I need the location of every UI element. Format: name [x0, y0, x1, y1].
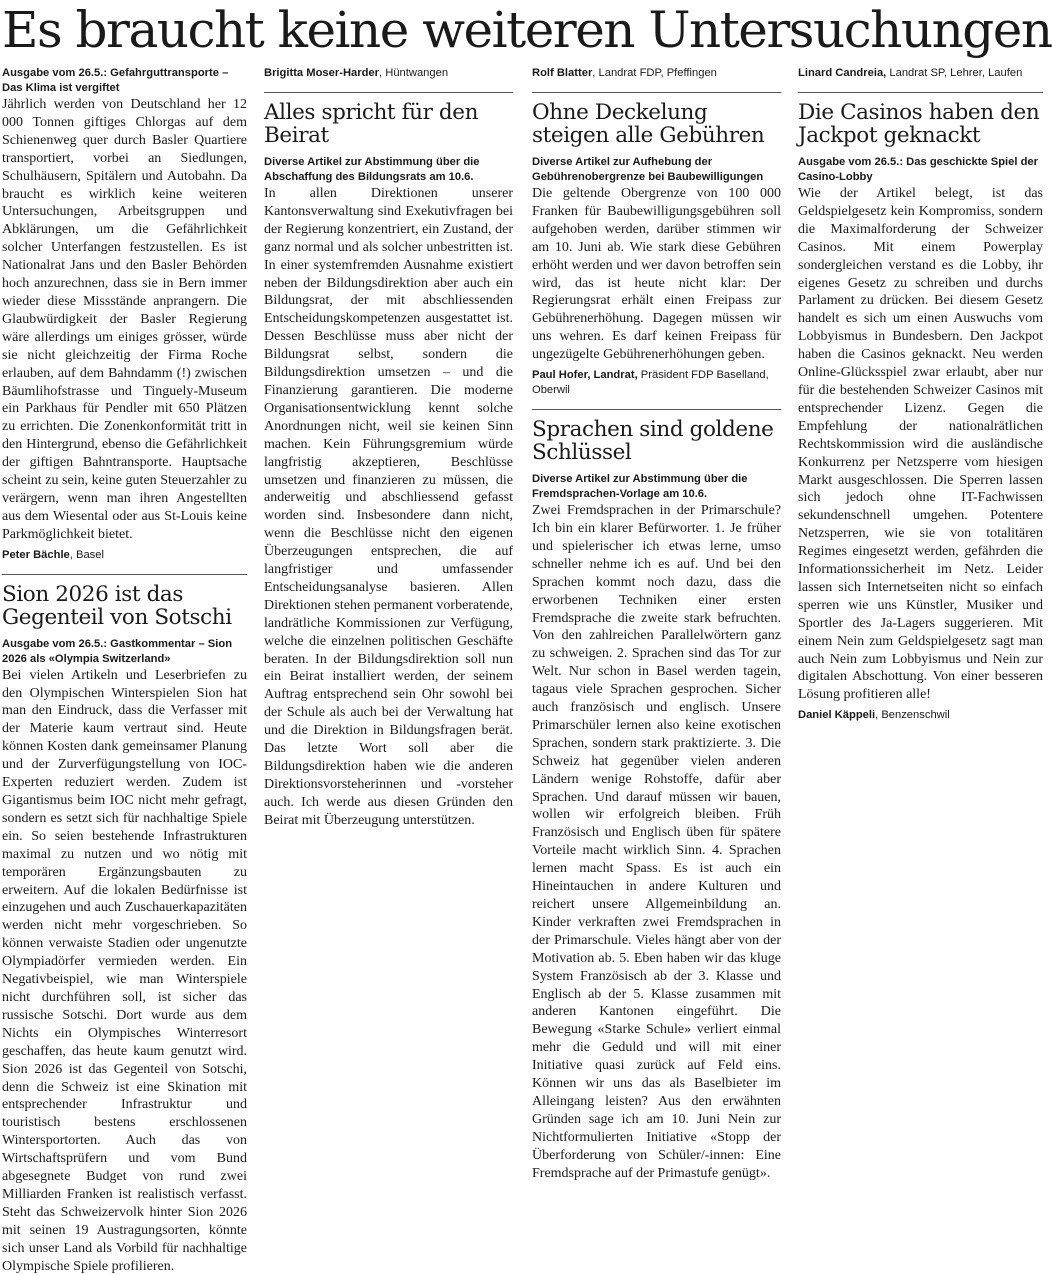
- letter-candreia-signature: [798, 66, 1043, 81]
- divider: [532, 92, 781, 93]
- letter-body: Wie der Artikel belegt, ist das Geldspielgesetz kein Kompromiss, sondern die Maximalforderung der Schweizer Casinos. Mit einem Powerplay sondergleichen verstand es die Lobby, ihr eigenes Gesetz zu schreiben und durchs Parlament zu drücken. Bei diesem Gesetz handelt es sich um einen Auswuchs vom Lobbyismus in Bundesbern. Den Jackpot haben die Casinos geknackt. Neu werden Online-Glücksspiel zwar erlaubt, aber nur für die bestehenden Schweizer Casinos mit entsprechender Lizenz. Gegen die Empfehlung der nationalrätlichen Rechtskommission wird die ausländische Konkurrenz per Netzsperre vom hiesigen Markt ausgeschlossen. Die Sperren lassen sich jedoch ohne IT-Fachwissen sekundenschnell umgehen. Potentere Netzsperren, wie sie von totalitären Regimes eingesetzt werden, gefährden die Informationssicherheit im Netz. Leider lassen sich Internetseiten nicht so einfach sperren wie uns Künstler, Musiker und Sportler des Ja-Lagers suggerieren. Mit einem Nein zum Geldspielgesetz sagt man auch Nein zum Lobbyismus und Nein zur digitalen Abschottung. Von einer besseren Lösung profitieren alle!: [798, 186, 1043, 703]
- letter-signature: Daniel Käppeli, Benzenschwil: [798, 709, 950, 722]
- author-place: Basel: [76, 548, 104, 561]
- column-1: [2, 66, 247, 1274]
- letter-title: Ohne Deckelung steigen alle Gebühren: [532, 100, 765, 148]
- divider: [532, 409, 781, 410]
- letter-intro: Diverse Artikel zur Abstimmung über die Abschaffung des Bildungsrats am 10.6.: [264, 156, 480, 183]
- author-place: Hüntwangen: [385, 67, 449, 79]
- letter-title: Sion 2026 ist das Gegenteil von Sotschi: [2, 581, 232, 630]
- author-name: Paul Hofer, Landrat,: [532, 369, 638, 382]
- divider: [2, 574, 247, 575]
- letter-signature: Rolf Blatter, Landrat FDP, Pfeffingen: [532, 67, 717, 79]
- letter-intro: Diverse Artikel zur Abstimmung über die Fremdsprachen-Vorlage am 10.6.: [532, 473, 748, 501]
- author-place: Präsident FDP Baselland, Oberwil: [532, 369, 769, 397]
- letter-signature: [798, 66, 1043, 81]
- author-name: Daniel Käppeli: [798, 709, 876, 722]
- letter-intro: Ausgabe vom 26.5.: Das geschickte Spiel der Casino-Lobby: [798, 156, 1039, 183]
- letter-blatter-signature: [532, 66, 781, 81]
- letter-intro: Ausgabe vom 26.5.: Gefahrguttransporte – Das Klima ist vergiftet: [2, 67, 229, 94]
- letter-body-part-1: Bei vielen Artikeln und Leserbriefen zu den Olympischen Winterspielen Sion hat man den Eindruck, dass die Verfasser mit der Materie kaum vertraut sind. Heute können Kosten dank gemeinsamer Planung und der Zurverfügungstellung von IOC-Experten reduziert werden. Zudem ist Gigantismus beim IOC nicht mehr gefragt, sondern es setzt sich für nachhaltige Spiele ein. So seien bestehende Infrastrukturen maximal zu nutzen und wo nötig mit temporären Ergänzungsbauten zu erweitern. Auf die lokalen Bedürfnisse ist einzugehen und auch Zuschauerkapazitäten werden nicht mehr vorgeschrieben. So können verwaiste Stadien oder ungenutzte Olympiadörfer vermieden werden. Ein Negativbeispiel, wie man Winterspiele nicht durchführen soll, ist sicher das russische Sotschi. Dort wurde aus dem Nichts ein Olympisches Winterresort geschaffen, das heute kaum genutzt wird. Sion 2026 ist das Gegenteil von Sotschi, denn die Schweiz ist eine Skination mit entsprechender Infrastruktur und touristisch bestens erschlossenen Wintersportorten. Auch das von Wirtschaftsprüfern und vom Bund abgesegnete Budget von rund zwei Milliarden Franken ist realistisch verfasst. Steht das Schweizervolk hinter Sion 2026 mit seinen 19 Austragungsorten, könnte sich unser Land als Vorbild für nachhaltige Olympische Spiele profilieren.: [2, 667, 247, 1274]
- main-headline: Es braucht keine weiteren Untersuchungen: [2, 1, 1052, 59]
- column-3: [532, 66, 781, 1181]
- column-4: [798, 66, 1043, 1000]
- letter-casinos: [798, 101, 1043, 723]
- divider: [264, 92, 513, 93]
- letter-signature: Peter Bächle, Basel: [2, 548, 104, 561]
- author-name: Rolf Blatter: [532, 67, 593, 79]
- letter-bildungsrat: [264, 66, 513, 830]
- divider: [798, 92, 1043, 93]
- letter-title: Die Casinos haben den Jackpot geknackt: [798, 100, 1040, 148]
- letter-signature: Brigitta Moser-Harder, Hüntwangen: [264, 67, 449, 79]
- author-place: Landrat FDP, Pfeffingen: [598, 67, 717, 79]
- letter-title: Sprachen sind goldene Schlüssel: [532, 417, 774, 466]
- letter-gefahrgut: [2, 66, 247, 563]
- column-2: [264, 66, 513, 1000]
- author-name: Peter Bächle: [2, 548, 70, 561]
- letter-body: In allen Direktionen unserer Kantonsverwaltung sind Exekutivfragen bei der Regierung konzentriert, ein Zustand, der ganz normal und als solcher unbestritten ist. In einer systemfremden Ausnahme existiert neben der Bildungsdirektion aber auch ein Bildungsrat, der mit abschliessenden Entscheidungskompetenzen ausgestattet ist. Dessen Beschlüsse muss aber nicht der Bildungsrat selbst, sondern die Bildungsdirektion umsetzen – und die Finanzierung garantieren. Die moderne Organisationsentwicklung kennt solche Anordnungen nicht, weil sie keinen Sinn machen. Kein Führungsgremium würde langfristig akzeptieren, Beschlüsse umsetzen und finanzieren zu müssen, die anderweitig und abschliessend gefasst worden sind. Insbesondere dann nicht, wenn die Beschlüsse nicht den eigenen Überzeugungen entsprechen, die auf langfristiger und umfassender Entscheidungsanalyse basieren. Allen Direktionen stehen permanent vorberatende, landrätliche Kommissionen zur Verfügung, welche die einzelnen politischen Geschäfte beraten. In der Bildungsdirektion soll nun ein Beirat installiert werden, der seinem Auftrag entsprechend sein Ohr sowohl bei der Schule als auch bei der Verwaltung hat und die Direktion in Bildungsfragen berät. Das letzte Wort soll aber die Bildungsdirektion haben wie die anderen Direktionsvorsteherinnen und -vorsteher auch. Ich werde aus diesen Gründen den Beirat mit Überzeugung unterstützen.: [264, 186, 513, 828]
- letter-body: Die geltende Obergrenze von 100 000 Franken für Baubewilligungsgebühren soll aufgehoben werden, darüber stimmen wir am 10. Juni ab. Wie stark diese Gebühren erhöht werden und wer davon betroffen sein wird, das ist heute nicht klar: Der Regierungsrat erhält einen Freipass zur Gebührenerhöhung. Dagegen müssen wir uns wehren. Es darf keinen Freipass für ungezügelte Gebührenerhöhungen geben.: [532, 186, 781, 363]
- letter-sprachen: [532, 418, 781, 1182]
- letter-gebuehren: [532, 101, 781, 398]
- letter-body: Zwei Fremdsprachen in der Primarschule? Ich bin ein klarer Befürworter. 1. Je früher und spielerischer ich etwas lerne, umso schneller nehme ich es auf. Und bei den Sprachen kommt noch dazu, dass die erworbenen Techniken einer ersten Fremdsprache die zweite stark befruchten. Von den zahlreichen Parallelwörtern ganz zu schweigen. 2. Sprachen sind das Tor zur Welt. Nur schon in Basel werden tagein, tagaus viele Sprachen gesprochen. Sicher auch französisch und englisch. Unsere Primarschüler lernen also keine exotischen Sprachen, sondern stark praktizierte. 3. Die Schweiz hat gegenüber vielen anderen Ländern wenige Rohstoffe, dafür aber Sprachen. Und darauf müssen wir bauen, wollen wir erfolgreich bleiben. Früh Französisch und Englisch üben für spätere Vorteile macht wirklich Sinn. 4. Sprachen lernen macht Spass. Es ist auch ein Hineintauchen in andere Kulturen und reichert unsere Allgemeinbildung an. Kinder verkraften zwei Fremdsprachen in der Primarschule. Vieles hängt aber von der Motivation ab. 5. Eben haben wir das kluge System Französisch ab der 3. Klasse und Englisch ab der 5. Klasse zusammen mit anderen Kantonen eingeführt. Die Bewegung «Starke Schule» verliert einmal mehr die Geduld und will mit einer Initiative quasi zurück auf Feld eins. Können wir uns das als Baselbieter im Alleingang leisten? Aus den erwähnten Gründen sage ich am 10. Juni Nein zur Nichtformulierten Initiative «Stopp der Überforderung von Schüler/-innen: Eine Fremdsprache auf der Primastufe genügt».: [532, 503, 781, 1181]
- letter-intro: Ausgabe vom 26.5.: Gastkommentar – Sion 2026 als «Olympia Switzerland»: [2, 637, 233, 665]
- letter-signature: [532, 368, 781, 398]
- author-name: Brigitta Moser-Harder: [264, 67, 380, 79]
- letter-sion-2026: [2, 583, 247, 1275]
- letter-intro: Diverse Artikel zur Aufhebung der Gebührenobergrenze bei Baubewilligungen: [532, 156, 764, 183]
- letter-body: Jährlich werden von Deutschland her 12 000 Tonnen giftiges Chlorgas auf dem Schienenweg quer durch Basler Quartiere transportiert, vorbei an Siedlungen, Schulhäusern, Spitälern und Autobahn. Da braucht es wirklich keine weiteren Untersuchungen, Arbeitsgruppen und Abklärungen, um die Gefährlichkeit solcher Unterfangen festzustellen. Es ist Nationalrat Jans und den Basler Behörden hoch anzurechnen, dass sie in Bern immer wieder diese Missstände anprangern. Die Glaubwürdigkeit der Basler Regierung wäre allerdings um einiges grösser, würde sie nicht gleichzeitig der Firma Roche erlauben, auf dem Bahndamm (!) zwischen Bäumlihofstrasse und Tinguely-Museum ein Parkhaus für Pendler mit 650 Plätzen zu errichten. Die Zonenkonformität tritt in den Hintergrund, ebenso die Gefährlichkeit der giftigen Bahntransporte. Hauptsache scheint zu sein, keine guten Steuerzahler zu verärgern, wenn man ihren Angestellten aus dem Wiesental oder aus St-Louis keine Parkmöglichkeit bietet.: [2, 97, 247, 542]
- author-place: Landrat SP, Lehrer, Laufen: [889, 67, 1023, 79]
- author-place: Benzenschwil: [881, 709, 950, 722]
- letter-title: Alles spricht für den Beirat: [264, 100, 479, 148]
- author-name: Linard Candreia,: [798, 67, 887, 79]
